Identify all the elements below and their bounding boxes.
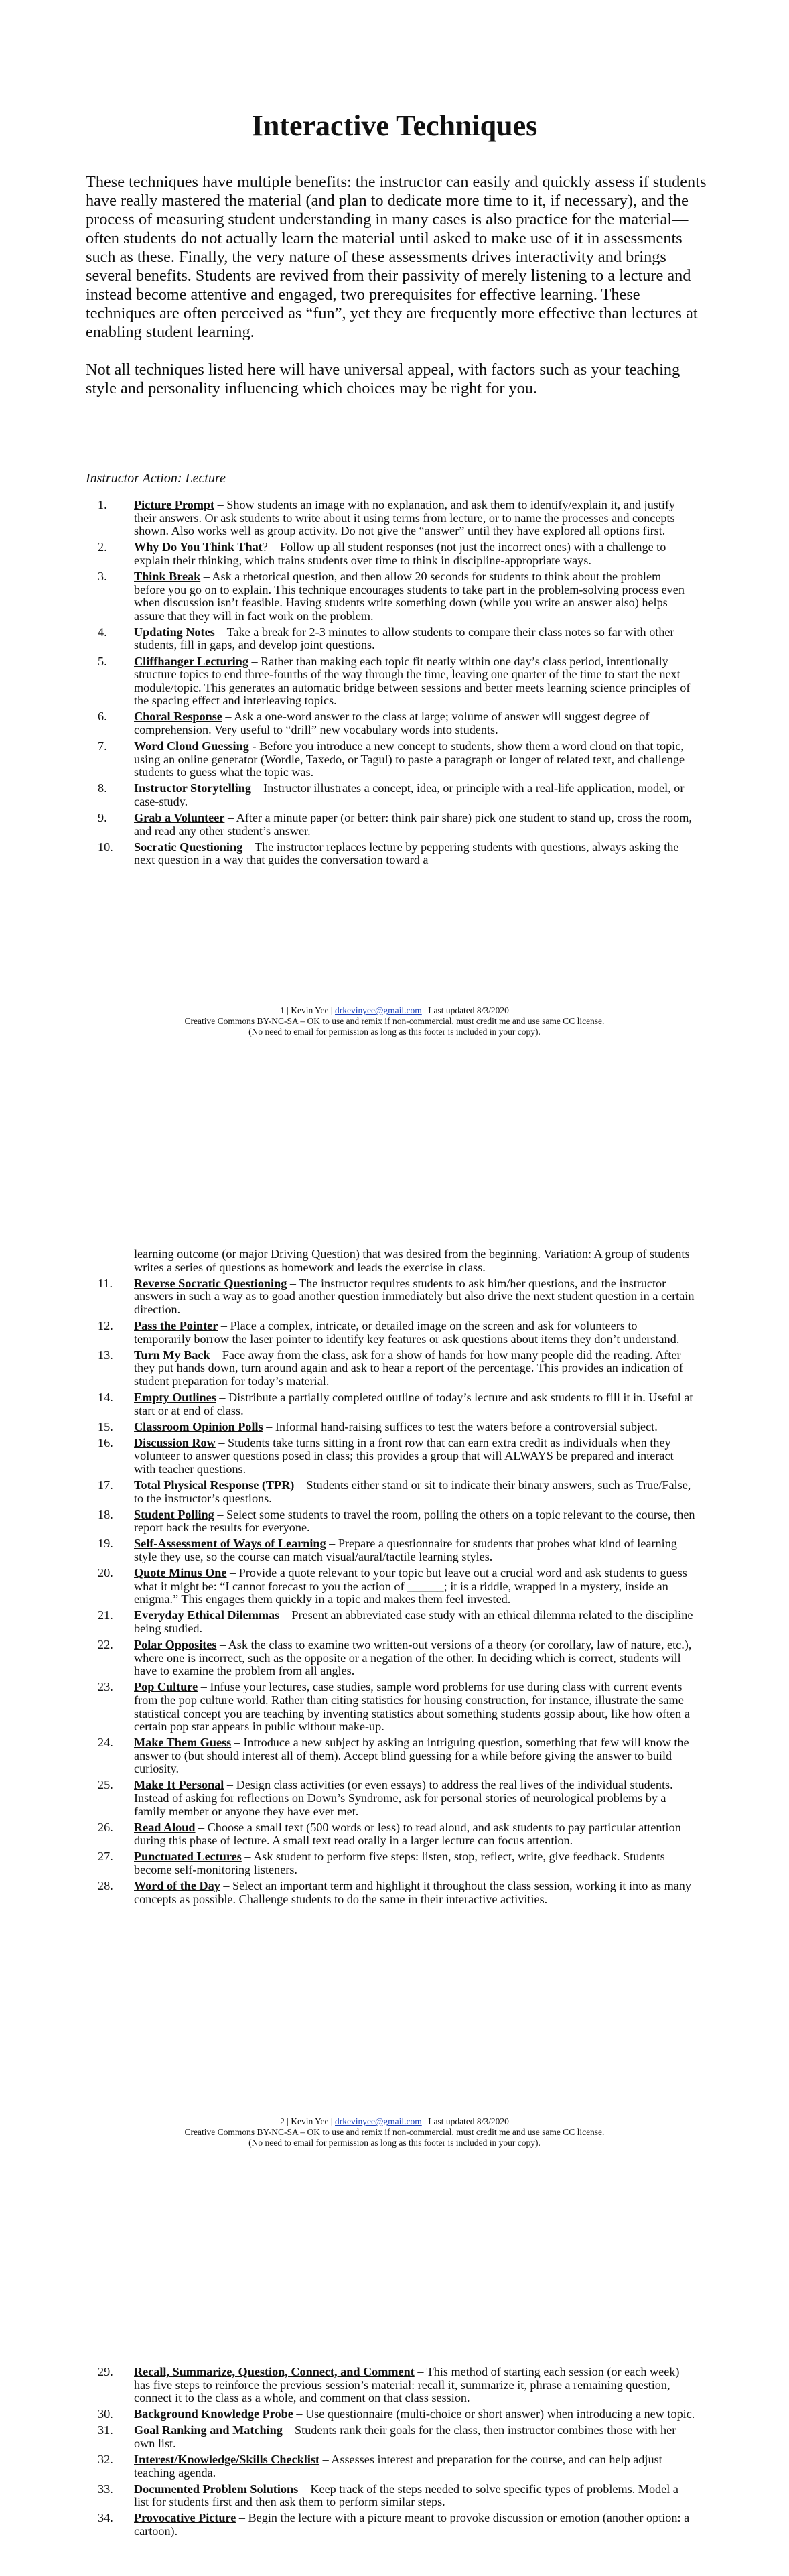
technique-name: Student Polling xyxy=(134,1507,214,1521)
list-item-body xyxy=(134,1349,695,1389)
list-item xyxy=(86,1880,695,1906)
footer-license: Creative Commons BY-NC-SA – OK to use and remix if non-commercial, must credit me and use same CC license. xyxy=(184,2127,605,2137)
technique-name: Turn My Back xyxy=(134,1348,210,1362)
list-item-number: 26. xyxy=(98,1820,113,1834)
technique-name: Word of the Day xyxy=(134,1879,220,1893)
technique-name: Pass the Pointer xyxy=(134,1318,218,1332)
list-item xyxy=(86,1821,695,1848)
list-item-body xyxy=(134,841,695,867)
list-item-body xyxy=(134,1779,695,1818)
technique-name: Provocative Picture xyxy=(134,2511,236,2525)
list-item xyxy=(86,1638,695,1678)
footer-license: Creative Commons BY-NC-SA – OK to use and remix if non-commercial, must credit me and use same CC license. xyxy=(184,1016,605,1026)
list-item-body xyxy=(134,782,695,808)
email-link[interactable]: drkevinyee@gmail.com xyxy=(334,1005,422,1015)
list-item-number: 2. xyxy=(98,540,107,554)
list-item xyxy=(86,655,695,708)
page-footer-2 xyxy=(0,2116,789,2148)
technique-description: – Select an important term and highlight it throughout the class session, working it into as many concepts as possible. Challenge students to do the same in their interactive activities. xyxy=(134,1879,691,1906)
technique-name: Punctuated Lectures xyxy=(134,1850,242,1864)
list-item-number: 20. xyxy=(98,1566,113,1580)
technique-name: Polar Opposites xyxy=(134,1638,217,1652)
list-item-body xyxy=(134,2408,695,2421)
list-item-body xyxy=(134,1850,695,1876)
list-item xyxy=(86,1437,695,1476)
technique-description: – Present an abbreviated case study with an ethical dilemma related to the discipline being studied. xyxy=(134,1608,693,1635)
list-item-body xyxy=(134,1391,695,1417)
technique-name: Word Cloud Guessing xyxy=(134,739,249,753)
list-item-number: 30. xyxy=(98,2407,113,2421)
list-item-body xyxy=(134,1479,695,1505)
list-item xyxy=(86,2408,695,2421)
technique-description: – Students either stand or sit to indicate their binary answers, such as True/False, to the instructor’s questions. xyxy=(134,1478,691,1505)
technique-description: – Distribute a partially completed outline of today’s lecture and ask students to fill it in. Useful at start or at end of class. xyxy=(134,1390,693,1417)
list-item xyxy=(86,841,695,867)
footer-suffix: | Last updated 8/3/2020 xyxy=(421,1005,509,1015)
technique-description: – Rather than making each topic fit neatly within one day’s class period, intentionally structure topics to end three-fourths of the way through the time, leaving one quarter of the time to start the next module/topic. This generates an automatic bridge between sessions and better meets learning science principles of the spacing effect and interleaving topics. xyxy=(134,654,691,708)
technique-name: Everyday Ethical Dilemmas xyxy=(134,1608,280,1622)
list-item xyxy=(86,812,695,838)
list-item-body xyxy=(134,1508,695,1535)
list-item-number: 15. xyxy=(98,1419,113,1433)
email-link[interactable]: drkevinyee@gmail.com xyxy=(334,2116,422,2126)
list-item xyxy=(86,782,695,808)
list-item-body xyxy=(134,740,695,779)
list-item xyxy=(86,1850,695,1876)
list-item-body xyxy=(134,1821,695,1848)
list-item-body xyxy=(134,1319,695,1346)
list-item xyxy=(86,740,695,779)
technique-name: Goal Ranking and Matching xyxy=(134,2423,283,2437)
list-item-body xyxy=(134,1567,695,1606)
list-item-body xyxy=(134,1437,695,1476)
technique-name: Recall, Summarize, Question, Connect, and Comment xyxy=(134,2365,415,2378)
list-item-number: 8. xyxy=(98,781,107,795)
technique-list-page-1 xyxy=(86,499,695,870)
technique-description: – This method of starting each session (or each week) has five steps to reinforce the previous session’s material: recall it, summarize it, phrase a remaining question, connect it to the class as a whole, and comment on that class session. xyxy=(134,2365,680,2405)
technique-name: Make It Personal xyxy=(134,1778,224,1792)
technique-name: Discussion Row xyxy=(134,1435,216,1450)
technique-name: Documented Problem Solutions xyxy=(134,2482,299,2496)
list-item-number: 5. xyxy=(98,654,107,668)
technique-name: Empty Outlines xyxy=(134,1390,216,1404)
list-item-body xyxy=(134,626,695,652)
technique-name: Pop Culture xyxy=(134,1680,198,1694)
technique-description: – Keep track of the steps needed to solve specific types of problems. Model a list for students first and then ask them to perform similar steps. xyxy=(134,2482,678,2509)
list-item xyxy=(86,1319,695,1346)
list-item-body xyxy=(134,1421,695,1434)
page-footer-1 xyxy=(0,1005,789,1037)
list-item-number: 19. xyxy=(98,1537,113,1551)
technique-description: – Ask student to perform five steps: listen, stop, reflect, write, give feedback. Students become self-monitoring listeners. xyxy=(134,1850,665,1877)
list-item xyxy=(86,1736,695,1776)
list-item-body xyxy=(134,541,695,567)
technique-name: Quote Minus One xyxy=(134,1566,227,1580)
list-item-number: 27. xyxy=(98,1850,113,1864)
list-item-number: 21. xyxy=(98,1608,113,1622)
list-item-number: 18. xyxy=(98,1507,113,1521)
technique-description: – Students rank their goals for the class, then instructor combines those with her own list. xyxy=(134,2423,676,2450)
technique-description: – Choose a small text (500 words or less) to read aloud, and ask students to pay particular attention during this phase of lecture. A small text read orally in a larger lecture can focus attention. xyxy=(134,1820,681,1848)
technique-list-page-3 xyxy=(86,2366,695,2541)
list-item-number: 31. xyxy=(98,2423,113,2437)
intro-paragraph: Not all techniques listed here will have universal appeal, with factors such as your teaching style and personality influencing which choices may be right for you. xyxy=(86,361,680,397)
list-item-number: 9. xyxy=(98,811,107,825)
list-item xyxy=(86,626,695,652)
technique-description: – Prepare a questionnaire for students that probes what kind of learning style they use, so the course can match visual/aural/tactile learning styles. xyxy=(134,1537,677,1563)
list-item-body xyxy=(134,1537,695,1563)
technique-list-page-2 xyxy=(86,1248,695,1909)
list-item xyxy=(86,1779,695,1818)
list-item xyxy=(86,2424,695,2450)
list-item-number: 4. xyxy=(98,625,107,639)
list-item xyxy=(86,1537,695,1563)
technique-description: – Face away from the class, ask for a show of hands for how many people did the reading. After they put hands down, turn around again and ask to hear a report of the percentage. This provides an indication of student preparation for today’s material. xyxy=(134,1348,683,1388)
list-item-number: 24. xyxy=(98,1736,113,1750)
technique-name: Updating Notes xyxy=(134,625,215,639)
technique-description: – After a minute paper (or better: think pair share) pick one student to stand up, cross the room, and read any other student’s answer. xyxy=(134,811,692,838)
list-item-body xyxy=(134,812,695,838)
list-item-body xyxy=(134,1638,695,1678)
technique-name: Interest/Knowledge/Skills Checklist xyxy=(134,2453,320,2467)
technique-description: – The instructor replaces lecture by peppering students with questions, always asking the next question in a way that guides the conversation toward a xyxy=(134,840,679,867)
list-item xyxy=(86,2366,695,2405)
technique-description: – Infuse your lectures, case studies, sample word problems for use during class with current events from the pop culture world. Rather than citing statistics for housing construction, for instance, illustrate the same statistical concept you are teaching by inventing statistics about something students gossip about, like how often a certain pop star appears in public without make-up. xyxy=(134,1680,690,1734)
list-item-body xyxy=(134,1277,695,1317)
list-item xyxy=(86,2512,695,2538)
technique-description: – Ask the class to examine two written-out versions of a theory (or corollary, law of nature, etc.), where one is incorrect, such as the opposite or a negation of the other. In deciding which is correct, students will have to examine the problem from all angles. xyxy=(134,1638,692,1678)
technique-description: – The instructor requires students to ask him/her questions, and the instructor answers in such a way as to goad another question immediately but also drive the next student question in a certain direction. xyxy=(134,1276,695,1316)
list-item xyxy=(86,1421,695,1434)
technique-description: – Take a break for 2-3 minutes to allow students to compare their class notes so far with other students, fill in gaps, and develop joint questions. xyxy=(134,625,674,652)
list-item xyxy=(86,499,695,538)
technique-description: – Begin the lecture with a picture meant to provoke discussion or emotion (another option: a cartoon). xyxy=(134,2511,690,2538)
list-item-body xyxy=(134,1609,695,1635)
list-item xyxy=(86,1391,695,1417)
list-item-body xyxy=(134,1681,695,1733)
technique-description: ? – Follow up all student responses (not just the incorrect ones) with a challenge to explain their thinking, which trains students over time to think in discipline-appropriate ways. xyxy=(134,540,666,567)
technique-description: – Provide a quote relevant to your topic but leave out a crucial word and ask students to guess what it might be: “I cannot forecast to you the action of ______; it is a riddle, wrapped in a mystery, inside an enigma.” This engages them quickly in a topic and makes them feel invested. xyxy=(134,1566,687,1606)
technique-name: Why Do You Think That xyxy=(134,540,263,554)
technique-description: – Instructor illustrates a concept, idea, or principle with a real-life application, model, or case-study. xyxy=(134,781,685,808)
technique-description: – Introduce a new subject by asking an intriguing question, something that few will know the answer to (but should interest all of them). Accept blind guessing for a while before giving the answer to build curiosity. xyxy=(134,1736,689,1776)
list-item xyxy=(86,2483,695,2509)
list-item-body xyxy=(134,655,695,708)
technique-name: Total Physical Response (TPR) xyxy=(134,1478,295,1492)
footer-note: (No need to email for permission as long as this footer is included in your copy). xyxy=(248,1027,541,1037)
list-item-continuation: learning outcome (or major Driving Question) that was desired from the beginning. Variation: A group of students writes a series of questions as homework and leads the exercise in class. xyxy=(134,1247,690,1274)
technique-description: – Students take turns sitting in a front row that can earn extra credit as individuals when they volunteer to answer questions posed in class; this provides a group that will ALWAYS be prepared and interact with teacher questions. xyxy=(134,1435,674,1476)
list-item-number: 1. xyxy=(98,498,107,511)
list-item-body xyxy=(134,570,695,623)
list-item-body xyxy=(134,2512,695,2538)
list-item-number: 6. xyxy=(98,710,107,724)
list-item xyxy=(86,1508,695,1535)
section-label: Instructor Action: Lecture xyxy=(86,471,226,486)
list-item-number: 28. xyxy=(98,1879,113,1893)
list-item-body xyxy=(134,1880,695,1906)
list-item xyxy=(86,1567,695,1606)
technique-name: Background Knowledge Probe xyxy=(134,2407,293,2421)
list-item-body xyxy=(134,2366,695,2405)
technique-name: Reverse Socratic Questioning xyxy=(134,1276,287,1290)
technique-name: Read Aloud xyxy=(134,1820,196,1834)
list-item-body xyxy=(134,1736,695,1776)
list-item-number: 25. xyxy=(98,1778,113,1792)
list-item-number: 23. xyxy=(98,1680,113,1694)
list-item xyxy=(86,1277,695,1317)
intro xyxy=(86,173,709,417)
list-item-number: 13. xyxy=(98,1348,113,1362)
list-item-body xyxy=(134,499,695,538)
technique-name: Instructor Storytelling xyxy=(134,781,251,795)
list-item-number: 33. xyxy=(98,2482,113,2496)
footer-prefix: 1 | Kevin Yee | xyxy=(280,1005,335,1015)
page-title: Interactive Techniques xyxy=(251,109,538,142)
list-item-number: 17. xyxy=(98,1478,113,1492)
technique-name: Make Them Guess xyxy=(134,1736,232,1750)
technique-description: – Use questionnaire (multi-choice or short answer) when introducing a new topic. xyxy=(293,2407,695,2421)
technique-description: – Design class activities (or even essays) to address the real lives of the individual students. Instead of asking for reflections on Down’s Syndrome, ask for personal stories of neurological problems by a family member or anyone they have ever met. xyxy=(134,1778,673,1818)
list-item-number: 16. xyxy=(98,1435,113,1450)
technique-name: Classroom Opinion Polls xyxy=(134,1419,263,1433)
list-item-number: 32. xyxy=(98,2453,113,2467)
technique-name: Grab a Volunteer xyxy=(134,811,225,825)
technique-name: Choral Response xyxy=(134,710,222,724)
technique-name: Self-Assessment of Ways of Learning xyxy=(134,1537,326,1551)
list-item-body xyxy=(134,2453,695,2480)
list-item-number: 3. xyxy=(98,569,107,583)
footer-note: (No need to email for permission as long as this footer is included in your copy). xyxy=(248,2138,541,2148)
footer-prefix: 2 | Kevin Yee | xyxy=(280,2116,335,2126)
technique-description: – Select some students to travel the room, polling the others on a topic relevant to the course, then report back the results for everyone. xyxy=(134,1507,695,1535)
technique-name: Cliffhanger Lecturing xyxy=(134,654,248,668)
footer-suffix: | Last updated 8/3/2020 xyxy=(421,2116,509,2126)
list-item xyxy=(86,1609,695,1635)
technique-name: Socratic Questioning xyxy=(134,840,243,854)
list-item-body xyxy=(134,2424,695,2450)
list-item xyxy=(86,1479,695,1505)
list-item-number: 10. xyxy=(98,840,113,854)
technique-description: – Informal hand-raising suffices to test the waters before a controversial subject. xyxy=(263,1419,658,1433)
list-item xyxy=(86,2453,695,2480)
technique-description: – Assesses interest and preparation for the course, and can help adjust teaching agenda. xyxy=(134,2453,662,2480)
list-item xyxy=(86,1681,695,1733)
technique-description: – Ask a rhetorical question, and then allow 20 seconds for students to think about the problem before you go on to explain. This technique encourages students to take part in the problem-solving process even when discussion isn’t feasible. Having students write something down (while you write an answer also) helps assure that they will in fact work on the problem. xyxy=(134,569,685,623)
list-item-number: 29. xyxy=(98,2365,113,2378)
list-item-number: 11. xyxy=(98,1276,113,1290)
list-item xyxy=(86,570,695,623)
technique-name: Think Break xyxy=(134,569,201,583)
list-item xyxy=(86,541,695,567)
list-item-body xyxy=(134,710,695,736)
technique-description: - Before you introduce a new concept to students, show them a word cloud on that topic, using an online generator (Wordle, Taxedo, or Tagul) to paste a paragraph or longer of related text, and challenge students to guess what the topic was. xyxy=(134,739,685,779)
list-item-number: 22. xyxy=(98,1638,113,1652)
list-item-number: 7. xyxy=(98,739,107,753)
technique-description: – Ask a one-word answer to the class at large; volume of answer will suggest degree of comprehension. Very useful to “drill” new vocabulary words into students. xyxy=(134,710,650,736)
list-item xyxy=(86,710,695,736)
technique-description: – Show students an image with no explanation, and ask them to identify/explain it, and justify their answers. Or ask students to write about it using terms from lecture, or to name the processes and concepts shown. Also works well as group activity. Do not give the “answer” until they have explored all options first. xyxy=(134,498,676,538)
list-item-body xyxy=(134,2483,695,2509)
technique-description: – Place a complex, intricate, or detailed image on the screen and ask for volunteers to temporarily borrow the laser pointer to identify key features or ask questions about items they don’t understand. xyxy=(134,1318,680,1346)
list-item xyxy=(86,1349,695,1389)
list-item-number: 34. xyxy=(98,2511,113,2525)
technique-name: Picture Prompt xyxy=(134,498,215,511)
list-item-number: 12. xyxy=(98,1318,113,1332)
list-item-number: 14. xyxy=(98,1390,113,1404)
intro-paragraph: These techniques have multiple benefits: the instructor can easily and quickly assess if students have really mastered the material (and plan to dedicate more time to it, if necessary), and the process of measuring student understanding in many cases is also practice for the material—often students do not actually learn the material until asked to make use of it in assessments such as these. Finally, the very nature of these assessments drives interactivity and brings several benefits. Students are revived from their passivity of merely listening to a lecture and instead become attentive and engaged, two prerequisites for effective learning. These techniques are often perceived as “fun”, yet they are frequently more effective than lectures at enabling student learning. xyxy=(86,173,707,341)
